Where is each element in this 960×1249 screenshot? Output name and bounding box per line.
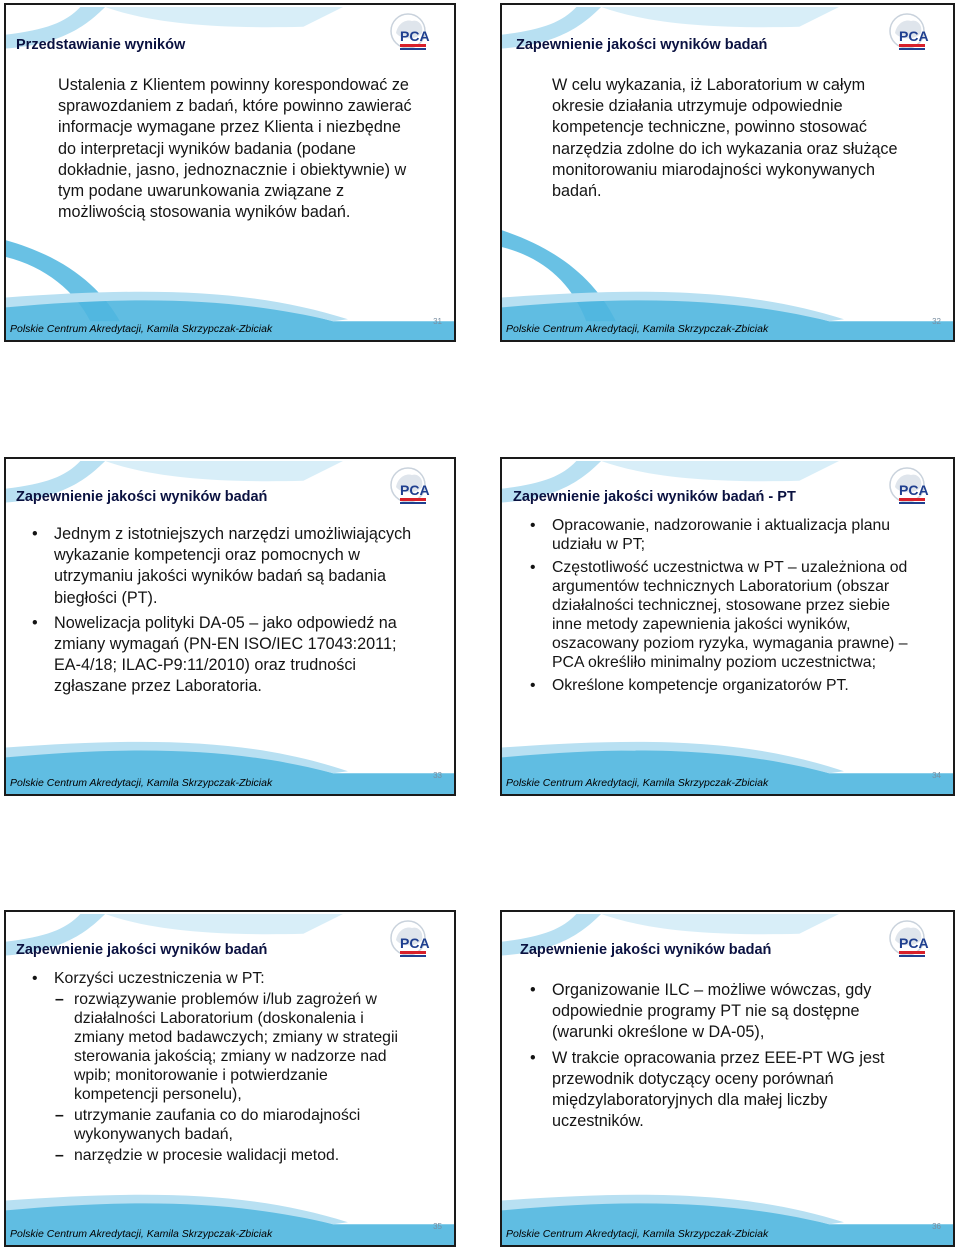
page-number: 36	[932, 1222, 941, 1231]
pca-logo	[384, 465, 440, 511]
svg-text:PCA: PCA	[899, 935, 929, 951]
footer-text: Polskie Centrum Akredytacji, Kamila Skrzypczak-Zbiciak	[506, 777, 769, 789]
page-number: 31	[433, 317, 442, 326]
bullet-item: • Jednym z istotniejszych narzędzi umożliwiających wykazanie kompetencji oraz pomocnych w utrzymaniu jakości wyników badań są badania biegłości (PT).	[54, 524, 416, 609]
slide-title: Zapewnienie jakości wyników badań - PT	[513, 489, 796, 505]
pca-logo	[384, 918, 440, 964]
slide-35	[4, 910, 456, 1247]
svg-text:PCA: PCA	[400, 935, 430, 951]
footer-text: Polskie Centrum Akredytacji, Kamila Skrzypczak-Zbiciak	[506, 323, 769, 335]
pca-logo	[883, 918, 939, 964]
slide-title: Zapewnienie jakości wyników badań	[16, 489, 268, 505]
bullet-item: • Organizowanie ILC – możliwe wówczas, gdy odpowiednie programy PT nie są dostępne (warunki określone w DA-05),	[552, 980, 913, 1044]
slide-paragraph: W celu wykazania, iż Laboratorium w całym okresie działania utrzymuje odpowiednie kompetencje techniczne, powinno stosować narzędzia zdolne do ich wykazania oraz służące monitorowaniu miarodajności wykonywanych badań.	[552, 76, 898, 201]
slide-33	[4, 457, 456, 796]
bullet-item: • Korzyści uczestniczenia w PT: – rozwiązywanie problemów i/lub zagrożeń w działalności Laboratorium (doskonalenia i zmiany metod badawczych; zmiany w strategii sterowania jakością; zmiany w nadzorze nad wpib; monitorowanie i potwierdzanie kompetencji personelu), – utrzymanie zaufania co do miarodajności wykonywanych badań, – narzędzie w procesie walidacji metod.	[54, 969, 414, 1165]
slide-34	[500, 457, 955, 796]
bullet-item: • Częstotliwość uczestnictwa w PT – uzależniona od argumentów technicznych Laboratorium (obszar działalności technicznej, stosowane przez siebie inne metody zapewnienia jakości wyników, oszacowany poziom ryzyka, wymagania prawne) – PCA określiło minimalny poziom uczestnictwa;	[552, 558, 913, 672]
page-number: 32	[932, 317, 941, 326]
slide-paragraph: Ustalenia z Klientem powinny korespondować ze sprawozdaniem z badań, które powinno zawierać informacje wymagane przez Klienta i niezbędne do interpretacji wyników badania (podane dokładnie, jasno, jednoznacznie i obiektywnie) w tym podane uwarunkowania związane z możliwością stosowania wyników badań.	[58, 76, 412, 222]
slide-bullets	[54, 524, 416, 702]
slide-title: Zapewnienie jakości wyników badań	[16, 942, 268, 958]
sub-bullet-item: – narzędzie w procesie walidacji metod.	[74, 1146, 414, 1165]
bullet-item: • Opracowanie, nadzorowanie i aktualizacja planu udziału w PT;	[552, 516, 913, 554]
svg-text:PCA: PCA	[899, 28, 929, 44]
slide-36	[500, 910, 955, 1247]
slide-footer	[6, 1225, 454, 1245]
page-number: 34	[932, 771, 941, 780]
footer-text: Polskie Centrum Akredytacji, Kamila Skrzypczak-Zbiciak	[10, 323, 273, 335]
pca-logo	[883, 11, 939, 57]
sub-bullet-item: – rozwiązywanie problemów i/lub zagrożeń w działalności Laboratorium (doskonalenia i zmiany metod badawczych; zmiany w strategii sterowania jakością; zmiany w nadzorze nad wpib; monitorowanie i potwierdzanie kompetencji personelu),	[74, 990, 414, 1104]
slide-bullets	[552, 980, 913, 1136]
slide-31	[4, 3, 456, 342]
bullet-item: • Określone kompetencje organizatorów PT.	[552, 676, 913, 695]
bullet-item: • Nowelizacja polityki DA-05 – jako odpowiedź na zmiany wymagań (PN-EN ISO/IEC 17043:2011; EA-4/18; ILAC-P9:11/2010) oraz trudności zgłaszane przez Laboratoria.	[54, 613, 416, 698]
slide-title: Zapewnienie jakości wyników badań	[520, 942, 772, 958]
slide-bullets	[54, 969, 414, 1169]
slide-title: Przedstawianie wyników	[16, 37, 186, 53]
sub-bullet-item: – utrzymanie zaufania co do miarodajności wykonywanych badań,	[74, 1106, 414, 1144]
slide-footer	[502, 774, 953, 794]
pca-logo	[883, 465, 939, 511]
slide-32	[500, 3, 955, 342]
slide-footer	[502, 1225, 953, 1245]
slide-title: Zapewnienie jakości wyników badań	[516, 37, 768, 53]
slide-footer	[6, 320, 454, 340]
footer-text: Polskie Centrum Akredytacji, Kamila Skrzypczak-Zbiciak	[10, 1228, 273, 1240]
footer-text: Polskie Centrum Akredytacji, Kamila Skrzypczak-Zbiciak	[506, 1228, 769, 1240]
svg-text:PCA: PCA	[400, 482, 430, 498]
slide-bullets	[552, 516, 913, 699]
svg-text:PCA: PCA	[400, 28, 430, 44]
slide-footer	[502, 320, 953, 340]
page-number: 35	[433, 1222, 442, 1231]
bullet-item: • W trakcie opracowania przez EEE-PT WG jest przewodnik dotyczący oceny porównań międzylaboratoryjnych dla małej liczby uczestników.	[552, 1048, 913, 1133]
pca-logo	[384, 11, 440, 57]
svg-text:PCA: PCA	[899, 482, 929, 498]
page-number: 33	[433, 771, 442, 780]
footer-text: Polskie Centrum Akredytacji, Kamila Skrzypczak-Zbiciak	[10, 777, 273, 789]
slide-footer	[6, 774, 454, 794]
